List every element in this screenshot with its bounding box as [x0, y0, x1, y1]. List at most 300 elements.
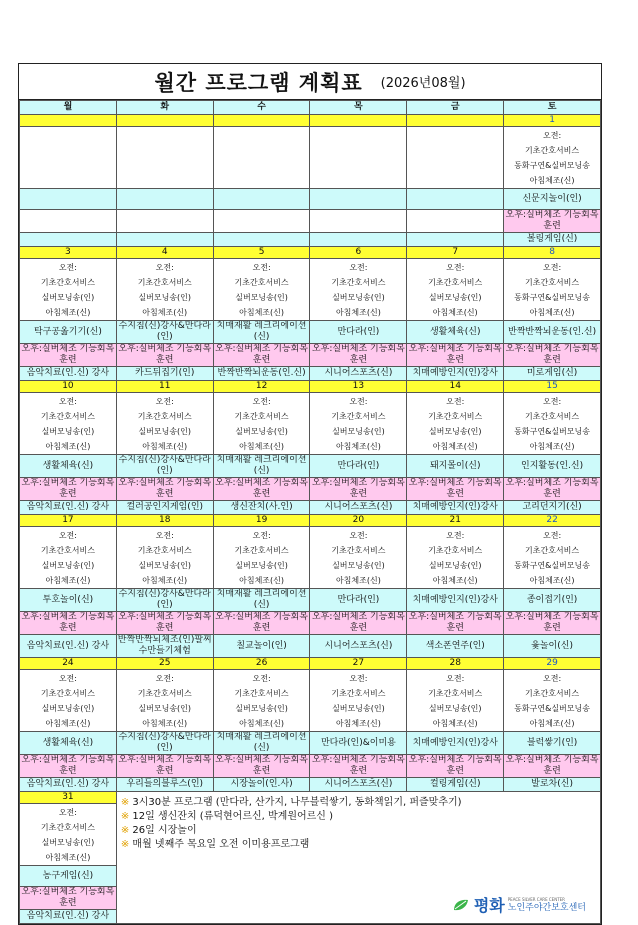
date-row: [20, 381, 601, 393]
morning-program: 아침체조(신): [142, 307, 188, 317]
morning-program: 아침체조(신): [239, 718, 285, 728]
morning-program: 기초간호서비스: [525, 688, 580, 698]
morning-cell: [20, 127, 117, 189]
morning-label: 오전:: [349, 262, 368, 272]
calendar-sheet: [18, 63, 602, 925]
morning-program: 기초간호서비스: [40, 545, 95, 555]
date-row: [20, 115, 601, 127]
date-cell: [407, 115, 504, 127]
pm-label-cell: 오후:실버체조 기능회복훈련: [311, 755, 405, 776]
date-row: [20, 658, 601, 670]
morning-cell: [407, 527, 504, 589]
month-label: (2026년08월): [380, 76, 466, 91]
afternoon-program: 생활체육(신): [20, 455, 117, 478]
pm-label-cell: 오후:실버체조 기능회복훈련: [118, 478, 212, 499]
morning-program: 아침체조(신): [529, 175, 575, 185]
afternoon-program: 수지침(신)강사&만다라(인): [116, 732, 213, 755]
afternoon-program: 종이접기(인): [504, 589, 601, 612]
pm-label-cell: 오후:실버체조 기능회복훈련: [21, 478, 115, 499]
morning-program: 기초간호서비스: [428, 277, 483, 287]
pm-label-cell: [407, 210, 504, 233]
pm-program: [407, 233, 504, 247]
morning-program: 실버모닝송(인): [41, 837, 95, 847]
weekday-header-row: [20, 101, 601, 115]
morning-program: 실버모닝송(인): [235, 426, 288, 436]
morning-program: 실버모닝송(인): [41, 292, 95, 302]
note-marker: ※: [120, 797, 130, 808]
morning-program: 실버모닝송(인): [41, 426, 95, 436]
pm-program: 시니어스포츠(신): [310, 367, 407, 381]
morning-program: 아침체조(신): [432, 307, 478, 317]
morning-cell: [504, 670, 601, 732]
notes-panel: [116, 792, 600, 924]
morning-cell: [310, 259, 407, 321]
pm-program: 음악치료(인.신) 강사: [20, 910, 117, 924]
morning-program: 동화구연&실버모닝송: [514, 703, 590, 713]
pm-label-cell: 오후:실버체조 기능회복훈련: [215, 755, 308, 776]
pm-label-cell: 오후:실버체조 기능회복훈련: [118, 344, 212, 365]
afternoon-program: 만다라(인)&이미용: [310, 732, 407, 755]
morning-program: 실버모닝송(인): [235, 292, 288, 302]
pm-label-cell: [310, 210, 407, 233]
logo-korean: 노인주야간보호센터: [507, 903, 586, 913]
morning-program: 실버모닝송(인): [235, 703, 288, 713]
morning-cell: [116, 259, 213, 321]
morning-program: 아침체조(신): [142, 441, 188, 451]
morning-row: [20, 127, 601, 189]
morning-program: 아침체조(신): [335, 575, 381, 585]
pm-label-cell: 오후:실버체조 기능회복훈련: [21, 344, 115, 365]
afternoon-program: 생활체육(신): [407, 321, 504, 344]
afternoon-program: 생활체육(신): [20, 732, 117, 755]
morning-cell: [310, 527, 407, 589]
morning-program: 실버모닝송(인): [138, 703, 192, 713]
note-item: [121, 796, 462, 810]
note-item: [121, 810, 462, 824]
morning-program: 기초간호서비스: [40, 411, 95, 421]
morning-program: 동화구연&실버모닝송: [514, 426, 590, 436]
weekday-fri: 금: [407, 101, 504, 115]
date-cell: 27: [310, 658, 407, 670]
morning-label: 오전:: [542, 673, 562, 683]
note-text: 3시30분 프로그램 (만다라, 산가지, 나무블럭쌓기, 동화책읽기, 퍼즐맞추기): [132, 797, 462, 808]
pm-label-cell: 오후:실버체조 기능회복훈련: [504, 210, 601, 233]
morning-row: [20, 670, 601, 732]
morning-cell: [116, 670, 213, 732]
pm-program: 시니어스포츠(신): [310, 501, 407, 515]
morning-program: 기초간호서비스: [428, 411, 483, 421]
pm-program: 칠교놀이(인): [213, 635, 310, 658]
pm-label-cell: 오후:실버체조 기능회복훈련: [311, 612, 405, 633]
morning-program: 실버모닝송(인): [41, 703, 95, 713]
morning-cell: [213, 527, 310, 589]
morning-label: 오전:: [155, 530, 174, 540]
pm-program-row: [20, 778, 601, 792]
morning-cell: [213, 670, 310, 732]
pm-label-cell: 오후:실버체조 기능회복훈련: [118, 612, 212, 633]
date-cell: 5: [213, 247, 310, 259]
date-cell: 31: [20, 792, 117, 804]
date-cell: 14: [407, 381, 504, 393]
afternoon-program: 수지침(신)강사&만다라(인): [116, 589, 213, 612]
morning-row: [20, 527, 601, 589]
morning-program: 아침체조(신): [529, 307, 575, 317]
morning-cell: [20, 670, 117, 732]
pm-program: 시니어스포츠(신): [310, 635, 407, 658]
pm-label-cell: 오후:실버체조 기능회복훈련: [504, 344, 601, 367]
title-bar: [19, 64, 601, 100]
morning-cell: [504, 127, 601, 189]
morning-program: 실버모닝송(인): [428, 560, 482, 570]
morning-label: 오전:: [252, 673, 271, 683]
morning-program: 아침체조(신): [142, 718, 188, 728]
morning-program: 기초간호서비스: [331, 411, 386, 421]
morning-program: 기초간호서비스: [331, 688, 386, 698]
afternoon-program: [213, 189, 310, 210]
note-text: 12일 생신잔치 (류덕현어르신, 박계원어르신 ): [132, 811, 334, 822]
date-cell: 26: [213, 658, 310, 670]
pm-program: 색소폰연주(인): [407, 635, 504, 658]
morning-cell: [20, 804, 117, 866]
pm-label-cell: 오후:실버체조 기능회복훈련: [215, 344, 308, 365]
morning-program: 아침체조(신): [239, 441, 285, 451]
morning-label: 오전:: [58, 262, 77, 272]
pm-label-cell: 오후:실버체조 기능회복훈련: [504, 612, 601, 635]
morning-program: 실버모닝송(인): [428, 703, 482, 713]
afternoon-program: 수지침(신)강사&만다라(인): [116, 321, 213, 344]
morning-program: 아침체조(신): [239, 307, 285, 317]
morning-cell: [213, 127, 310, 189]
pm-label-cell: 오후:실버체조 기능회복훈련: [408, 612, 502, 633]
morning-cell: [407, 127, 504, 189]
note-marker: ※: [120, 811, 130, 822]
pm-program: [310, 233, 407, 247]
morning-program: 아침체조(신): [45, 852, 91, 862]
date-cell: 29: [504, 658, 601, 670]
morning-label: 오전:: [542, 396, 562, 406]
morning-row: [20, 393, 601, 455]
afternoon-program: 수지침(신)강사&만다라(인): [116, 455, 213, 478]
pm-label-row: [20, 755, 601, 778]
morning-label: 오전:: [58, 396, 77, 406]
morning-program: 실버모닝송(인): [41, 560, 95, 570]
morning-program: 아침체조(신): [432, 575, 478, 585]
page-title: 월간 프로그램 계획표: [154, 70, 363, 95]
pm-program-row: [20, 635, 601, 658]
pm-program: 발로차(신): [504, 778, 601, 792]
afternoon-program: 만다라(인): [310, 589, 407, 612]
pm-program: 음악치료(인.신) 강사: [20, 367, 117, 381]
notes-list: [121, 796, 462, 852]
morning-program: 실버모닝송(인): [138, 426, 192, 436]
pm-label-cell: 오후:실버체조 기능회복훈련: [311, 478, 405, 499]
date-cell: [20, 115, 117, 127]
morning-label: 오전:: [349, 673, 368, 683]
pm-program: 반짝반짝뇌운동(인.신): [213, 367, 310, 381]
pm-label-cell: 오후:실버체조 기능회복훈련: [21, 612, 115, 633]
morning-program: 기초간호서비스: [40, 277, 95, 287]
pm-program-row: [20, 233, 601, 247]
afternoon-program: [407, 189, 504, 210]
date-cell: 28: [407, 658, 504, 670]
pm-program: 카드뒤집기(인): [116, 367, 213, 381]
morning-program: 기초간호서비스: [428, 688, 483, 698]
morning-program: 아침체조(신): [142, 575, 188, 585]
morning-program: 아침체조(신): [335, 441, 381, 451]
morning-program: 기초간호서비스: [137, 688, 192, 698]
date-cell: 7: [407, 247, 504, 259]
morning-cell: [116, 127, 213, 189]
note-text: 26일 시장놀이: [132, 825, 197, 836]
date-cell: 13: [310, 381, 407, 393]
date-cell: 19: [213, 515, 310, 527]
morning-cell: [116, 393, 213, 455]
note-marker: ※: [120, 839, 130, 850]
date-cell: 18: [116, 515, 213, 527]
afternoon-program: 반짝반짝뇌운동(인.신): [504, 321, 601, 344]
pm-program: 우리들의블루스(인): [116, 778, 213, 792]
date-cell: 6: [310, 247, 407, 259]
date-cell: 4: [116, 247, 213, 259]
pm-label-cell: 오후:실버체조 기능회복훈련: [408, 478, 502, 499]
pm-program: 컬링게임(신): [407, 778, 504, 792]
morning-cell: [310, 393, 407, 455]
morning-label: 오전:: [58, 673, 77, 683]
afternoon-row: [20, 321, 601, 344]
morning-program: 기초간호서비스: [234, 545, 289, 555]
date-cell: [213, 115, 310, 127]
leaf-logo-icon: [452, 898, 470, 912]
morning-cell: [116, 527, 213, 589]
note-text: 매월 넷째주 목요일 오전 이미용프로그램: [132, 839, 310, 850]
morning-program: 기초간호서비스: [137, 545, 192, 555]
afternoon-program: [20, 189, 117, 210]
morning-label: 오전:: [252, 530, 271, 540]
pm-label-row: [20, 344, 601, 367]
afternoon-row: [20, 189, 601, 210]
pm-program: 컬러공인지게임(인): [116, 501, 213, 515]
morning-cell: [213, 393, 310, 455]
date-cell: 15: [504, 381, 601, 393]
morning-program: 아침체조(신): [529, 575, 575, 585]
morning-cell: [310, 127, 407, 189]
weekday-mon: 월: [20, 101, 117, 115]
date-row: [20, 792, 601, 804]
logo-english: PEACE SILVER CARE CENTER: [507, 897, 565, 902]
pm-label-cell: 오후:실버체조 기능회복훈련: [408, 755, 502, 776]
date-cell: 25: [116, 658, 213, 670]
morning-cell: [20, 259, 117, 321]
morning-program: 실버모닝송(인): [332, 560, 385, 570]
morning-cell: [20, 393, 117, 455]
morning-cell: [504, 527, 601, 589]
date-cell: 20: [310, 515, 407, 527]
morning-program: 아침체조(신): [45, 307, 91, 317]
pm-label-cell: 오후:실버체조 기능회복훈련: [408, 344, 502, 365]
morning-label: 오전:: [446, 673, 465, 683]
morning-label: 오전:: [155, 262, 174, 272]
pm-label-cell: 오후:실버체조 기능회복훈련: [215, 478, 308, 499]
morning-program: 실버모닝송(인): [138, 560, 192, 570]
pm-label-cell: [213, 210, 310, 233]
date-row: [20, 247, 601, 259]
morning-label: 오전:: [58, 530, 77, 540]
morning-program: 기초간호서비스: [331, 545, 386, 555]
pm-program: 볼링게임(신): [504, 233, 601, 247]
date-cell: 11: [116, 381, 213, 393]
weekday-tue: 화: [116, 101, 213, 115]
pm-program: 음악치료(인.신) 강사: [20, 635, 117, 658]
pm-program: 생신잔치(사.인): [213, 501, 310, 515]
pm-label-cell: 오후:실버체조 기능회복훈련: [21, 887, 115, 908]
morning-program: 아침체조(신): [239, 575, 285, 585]
morning-label: 오전:: [446, 530, 465, 540]
afternoon-program: 치매재활 레크리에이션(신): [213, 589, 310, 612]
logo-name: 평화: [473, 895, 505, 915]
calendar-table: [19, 100, 601, 924]
afternoon-program: 치매재활 레크리에이션(신): [213, 321, 310, 344]
pm-program: 음악치료(인.신) 강사: [20, 778, 117, 792]
date-row: [20, 515, 601, 527]
pm-program: 치매예방인지(인)강사: [407, 367, 504, 381]
morning-program: 동화구연&실버모닝송: [514, 560, 590, 570]
morning-program: 동화구연&실버모닝송: [514, 292, 590, 302]
date-cell: 10: [20, 381, 117, 393]
morning-program: 기초간호서비스: [525, 277, 580, 287]
afternoon-program: 투호놀이(신): [20, 589, 117, 612]
pm-label-cell: [20, 210, 117, 233]
morning-cell: [504, 393, 601, 455]
morning-program: 실버모닝송(인): [332, 292, 385, 302]
date-cell: 21: [407, 515, 504, 527]
pm-program-row: [20, 367, 601, 381]
morning-program: 아침체조(신): [529, 441, 575, 451]
morning-program: 아침체조(신): [45, 575, 91, 585]
afternoon-program: 치매예방인지(인)강사: [407, 589, 504, 612]
morning-program: 기초간호서비스: [331, 277, 386, 287]
morning-cell: [310, 670, 407, 732]
morning-program: 기초간호서비스: [40, 688, 95, 698]
morning-program: 아침체조(신): [45, 718, 91, 728]
morning-program: 기초간호서비스: [525, 145, 580, 155]
morning-program: 실버모닝송(인): [428, 426, 482, 436]
afternoon-program: 만다라(인): [310, 455, 407, 478]
pm-program: 고리던지기(신): [504, 501, 601, 515]
weekday-thu: 목: [310, 101, 407, 115]
afternoon-row: [20, 455, 601, 478]
afternoon-program: 농구게임(신): [20, 866, 117, 887]
morning-program: 동화구연&실버모닝송: [514, 160, 590, 170]
morning-label: 오전:: [252, 396, 271, 406]
morning-cell: [407, 670, 504, 732]
note-marker: ※: [120, 825, 130, 836]
afternoon-program: 치매재활 레크리에이션(신): [213, 455, 310, 478]
morning-cell: [407, 393, 504, 455]
pm-program: [213, 233, 310, 247]
morning-label: 오전:: [349, 396, 368, 406]
date-cell: 8: [504, 247, 601, 259]
note-item: [121, 838, 462, 852]
date-cell: 17: [20, 515, 117, 527]
date-cell: 3: [20, 247, 117, 259]
morning-program: 기초간호서비스: [234, 277, 289, 287]
pm-program: 반짝반짝뇌체조(인)팔찌수만들기체험: [117, 635, 212, 656]
morning-program: 아침체조(신): [432, 441, 478, 451]
morning-label: 오전:: [542, 530, 562, 540]
morning-program: 기초간호서비스: [234, 688, 289, 698]
pm-label-cell: 오후:실버체조 기능회복훈련: [118, 755, 212, 776]
afternoon-program: [310, 189, 407, 210]
afternoon-program: 돼지몰이(신): [407, 455, 504, 478]
date-cell: 1: [504, 115, 601, 127]
note-item: [121, 824, 462, 838]
pm-program: [20, 233, 117, 247]
date-cell: [310, 115, 407, 127]
pm-program-row: [20, 501, 601, 515]
morning-label: 오전:: [446, 262, 465, 272]
afternoon-program: 치매예방인지(인)강사: [407, 732, 504, 755]
morning-row: [20, 259, 601, 321]
afternoon-program: 탁구공옮기기(신): [20, 321, 117, 344]
weekday-sat: 토: [504, 101, 601, 115]
pm-label-cell: 오후:실버체조 기능회복훈련: [311, 344, 405, 365]
morning-program: 기초간호서비스: [525, 545, 580, 555]
afternoon-program: 인지활동(인.신): [504, 455, 601, 478]
afternoon-program: 치매재활 레크리에이션(신): [213, 732, 310, 755]
pm-label-row: [20, 478, 601, 501]
morning-program: 실버모닝송(인): [138, 292, 192, 302]
pm-label-cell: 오후:실버체조 기능회복훈련: [504, 478, 601, 501]
date-cell: 24: [20, 658, 117, 670]
pm-program: 치매예방인지(인)강사: [407, 501, 504, 515]
pm-program: [116, 233, 213, 247]
pm-program: 미로게임(신): [504, 367, 601, 381]
morning-program: 실버모닝송(인): [332, 426, 385, 436]
afternoon-program: 신문지놀이(인): [504, 189, 601, 210]
afternoon-program: 블럭쌓기(인): [504, 732, 601, 755]
pm-program: 시니어스포츠(신): [310, 778, 407, 792]
afternoon-program: 만다라(인): [310, 321, 407, 344]
morning-program: 기초간호서비스: [40, 822, 95, 832]
morning-program: 아침체조(신): [529, 718, 575, 728]
morning-label: 오전:: [542, 262, 562, 272]
date-cell: [116, 115, 213, 127]
date-cell: 22: [504, 515, 601, 527]
morning-cell: [20, 527, 117, 589]
pm-program: 음악치료(인.신) 강사: [20, 501, 117, 515]
pm-label-row: [20, 210, 601, 233]
morning-cell: [504, 259, 601, 321]
morning-program: 기초간호서비스: [525, 411, 580, 421]
morning-program: 아침체조(신): [335, 307, 381, 317]
morning-program: 실버모닝송(인): [332, 703, 385, 713]
morning-program: 기초간호서비스: [428, 545, 483, 555]
morning-label: 오전:: [252, 262, 271, 272]
morning-program: 기초간호서비스: [137, 277, 192, 287]
pm-label-cell: 오후:실버체조 기능회복훈련: [21, 755, 115, 776]
morning-program: 실버모닝송(인): [428, 292, 482, 302]
morning-label: 오전:: [58, 807, 77, 817]
morning-program: 기초간호서비스: [137, 411, 192, 421]
afternoon-row: [20, 732, 601, 755]
morning-cell: [407, 259, 504, 321]
morning-program: 아침체조(신): [45, 441, 91, 451]
pm-label-cell: 오후:실버체조 기능회복훈련: [504, 755, 601, 778]
pm-label-cell: 오후:실버체조 기능회복훈련: [215, 612, 308, 633]
morning-program: 아침체조(신): [432, 718, 478, 728]
morning-label: 오전:: [446, 396, 465, 406]
afternoon-program: [116, 189, 213, 210]
